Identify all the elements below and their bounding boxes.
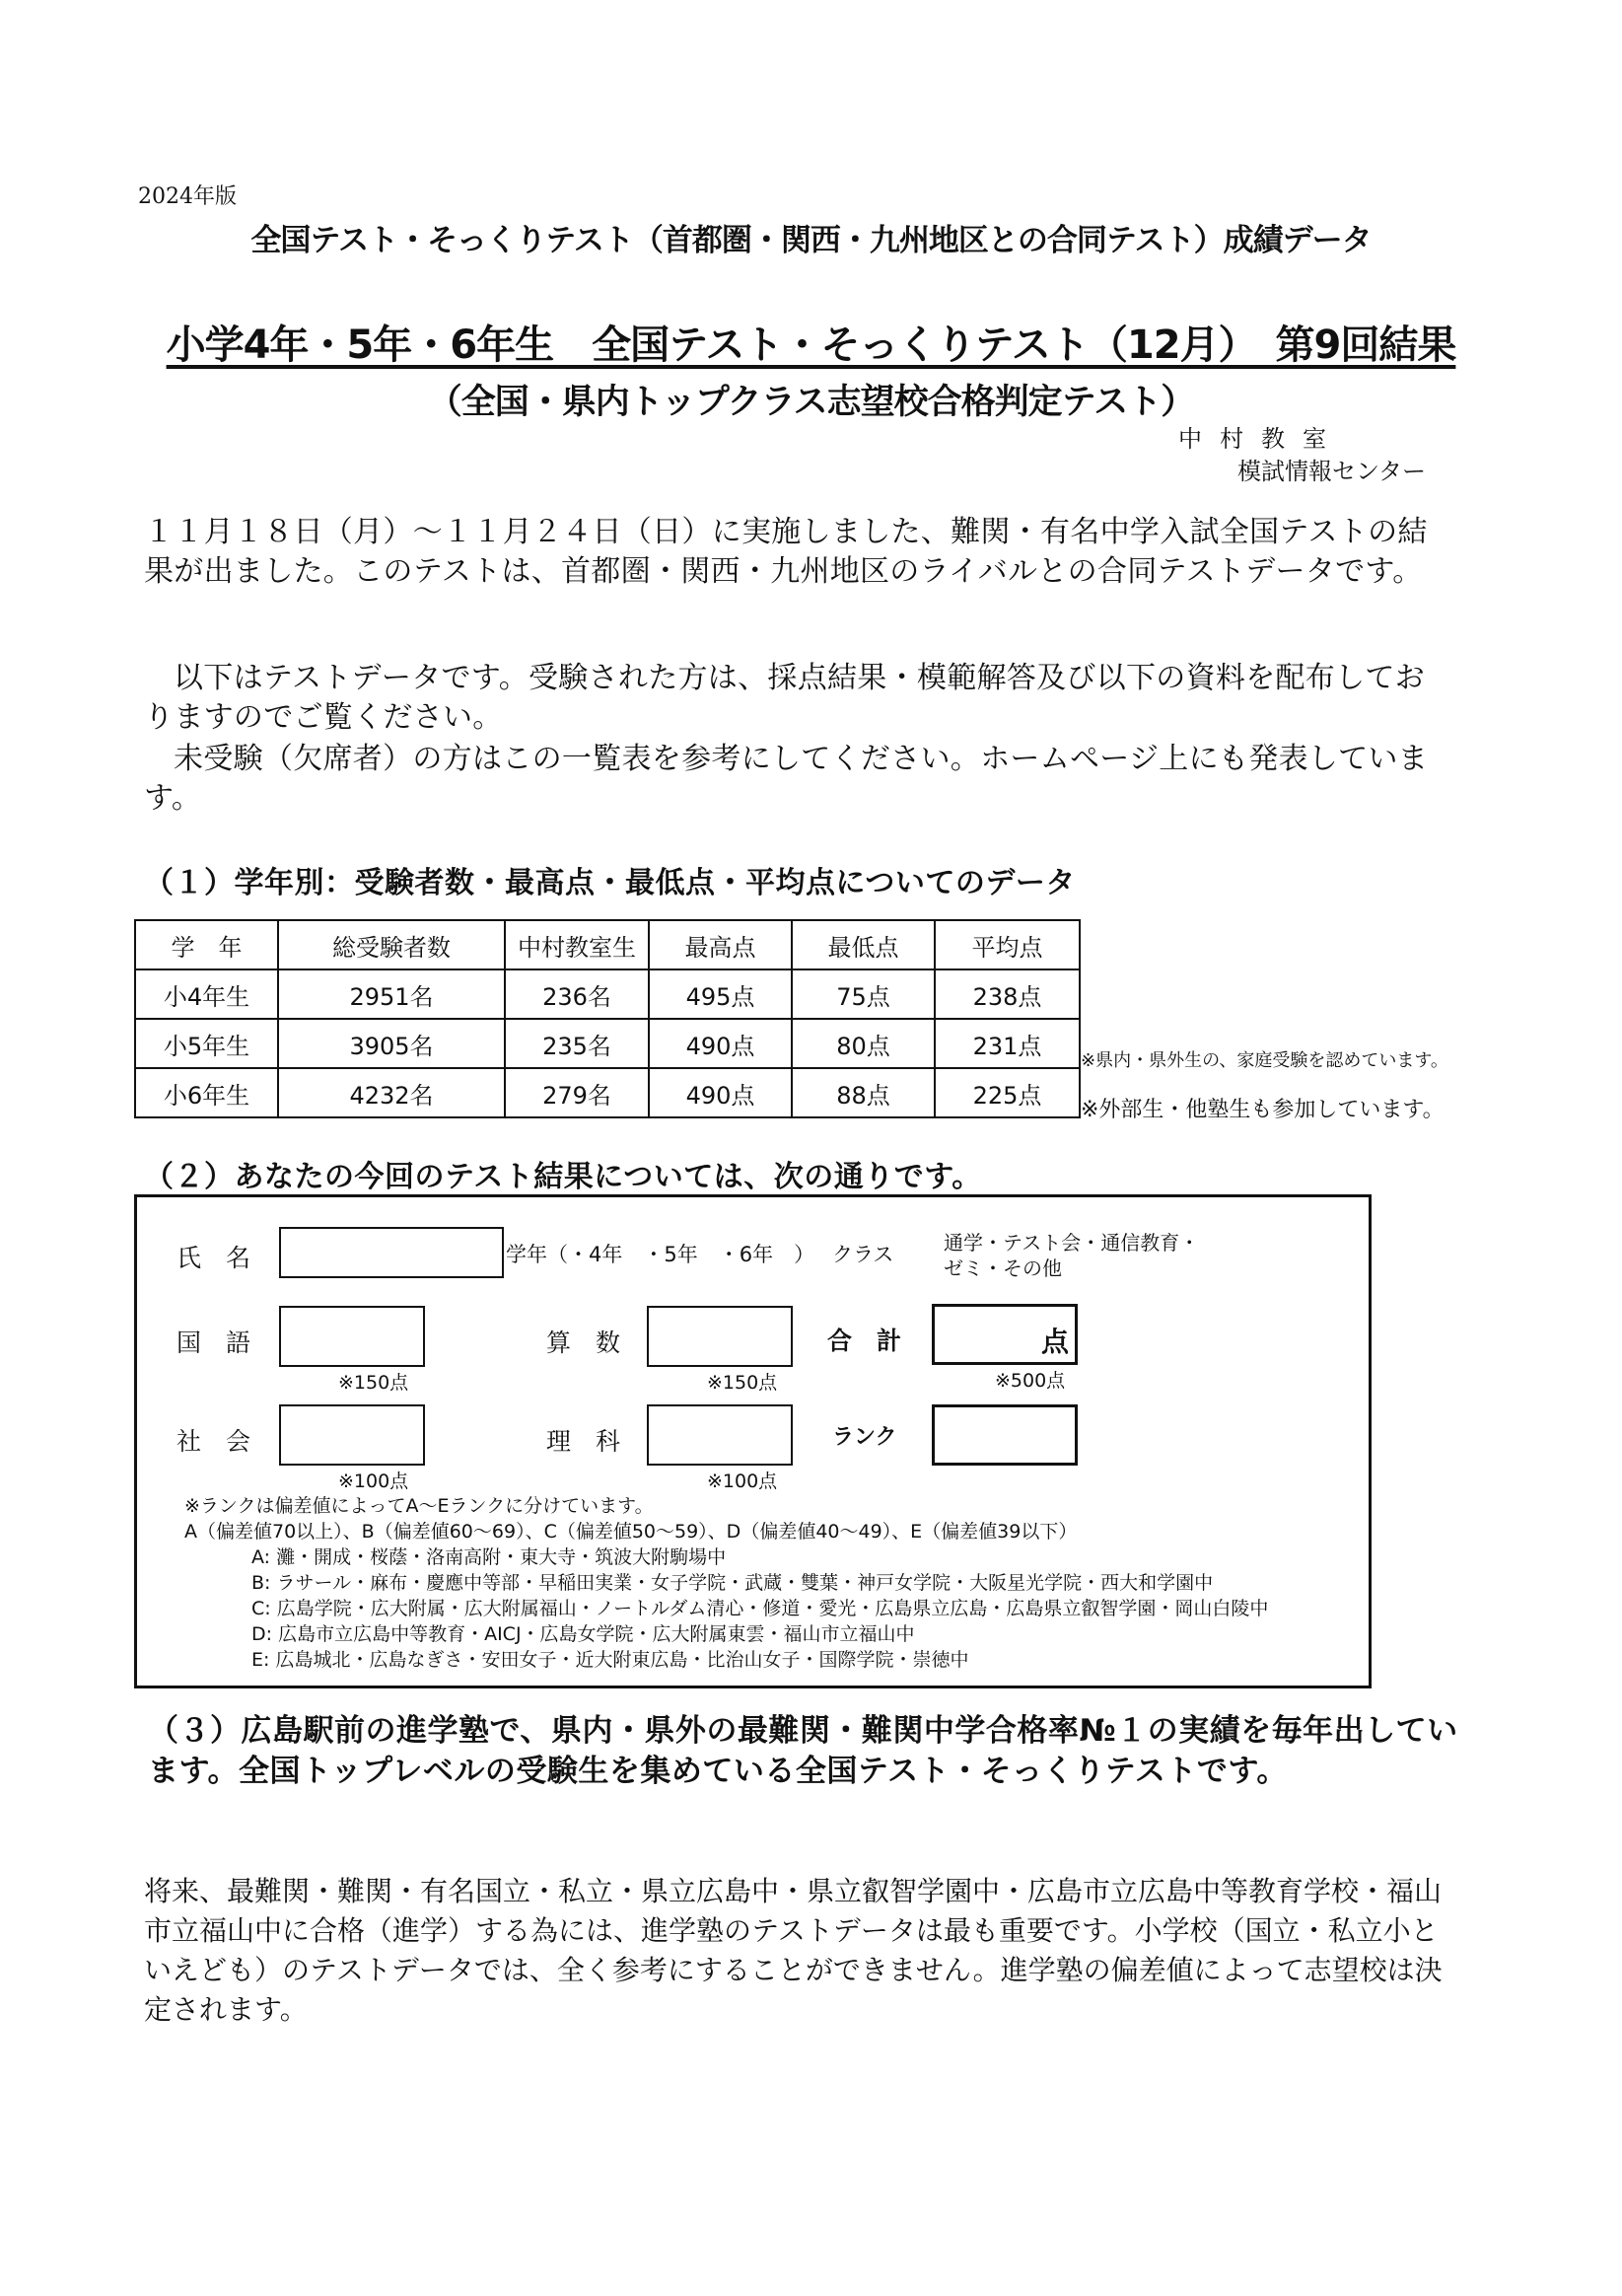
stats-table <box>134 919 1081 1118</box>
table-header: 平均点 <box>935 920 1080 969</box>
page-subtitle: （全国・県内トップクラス志望校合格判定テスト） <box>427 383 1195 422</box>
page-title: 小学4年・5年・6年生 全国テスト・そっくりテスト（12月） 第9回結果 <box>166 323 1456 368</box>
table-cell: 80点 <box>792 1019 935 1068</box>
section-1-title: （１）学年別：受験者数・最高点・最低点・平均点についてのデータ <box>144 866 1076 900</box>
table-cell: 238点 <box>935 969 1080 1019</box>
total-max-note: ※500点 <box>995 1370 1066 1392</box>
section-3-text: （３）広島駅前の進学塾で、県内・県外の最難関・難関中学合格率№１の実績を毎年出しています。全国トップレベルの受験生を集めている全国テスト・そっくりテストです。 <box>148 1713 1458 1789</box>
rank-d-schools: D: 広島市立広島中等教育・AICJ・広島女学院・広大附属東雲・福山市立福山中 <box>251 1623 915 1645</box>
table-cell: 小6年生 <box>135 1068 278 1117</box>
table-cell: 235名 <box>505 1019 649 1068</box>
rank-field[interactable] <box>932 1404 1078 1466</box>
rank-label: ランク <box>832 1425 897 1450</box>
closing-paragraph: 将来、最難関・難関・有名国立・私立・県立広島中・県立叡智学園中・広島市立広島中等教育学校・福山市立福山中に合格（進学）する為には、進学塾のテストデータは最も重要です。小学校（国立・私立小といえども）のテストデータでは、全く参考にすることができません。進学塾の偏差値によって志望校は決定されます。 <box>144 1875 1443 2026</box>
kokugo-max-note: ※150点 <box>338 1372 409 1394</box>
grade-selector-text: 学年（・4年 ・5年 ・6年 ） <box>506 1243 815 1266</box>
table-cell: 495点 <box>649 969 792 1019</box>
table-note-outside-students: ※外部生・他塾生も参加しています。 <box>1081 1098 1445 1122</box>
class-label: クラス <box>832 1243 894 1266</box>
shakai-label: 社 会 <box>176 1427 251 1456</box>
table-row <box>135 1019 1080 1068</box>
class-options-line-2: ゼミ・その他 <box>944 1256 1062 1280</box>
table-cell: 2951名 <box>278 969 505 1019</box>
total-score-field[interactable] <box>932 1304 1078 1365</box>
table-header-row <box>135 920 1080 969</box>
kokugo-score-field[interactable] <box>279 1306 425 1367</box>
rank-e-schools: E: 広島城北・広島なぎさ・安田女子・近大附東広島・比治山女子・国際学院・崇徳中 <box>251 1649 969 1671</box>
rika-max-note: ※100点 <box>707 1471 778 1492</box>
table-cell: 279名 <box>505 1068 649 1117</box>
table-cell: 小4年生 <box>135 969 278 1019</box>
table-row <box>135 969 1080 1019</box>
table-header: 学 年 <box>135 920 278 969</box>
table-header: 最高点 <box>649 920 792 969</box>
table-cell: 490点 <box>649 1068 792 1117</box>
rika-label: 理 科 <box>546 1427 621 1456</box>
edition-label: 2024年版 <box>138 184 237 209</box>
table-header: 総受験者数 <box>278 920 505 969</box>
name-field[interactable] <box>279 1227 504 1278</box>
class-options-line-1: 通学・テスト会・通信教育・ <box>944 1231 1200 1255</box>
rank-a-schools: A: 灘・開成・桜蔭・洛南高附・東大寺・筑波大附駒場中 <box>251 1546 727 1568</box>
rank-ranges: A（偏差値70以上）、B（偏差値60～69）、C（偏差値50～59）、D（偏差値40～49）、E（偏差値39以下） <box>184 1521 1078 1543</box>
name-label: 氏 名 <box>176 1244 251 1272</box>
table-row <box>135 1068 1080 1117</box>
intro-paragraph-3: 未受験（欠席者）の方はこの一覧表を参考にしてください。ホームページ上にも発表しています。 <box>144 742 1428 816</box>
table-cell: 236名 <box>505 969 649 1019</box>
table-cell: 231点 <box>935 1019 1080 1068</box>
section-2-title: （２）あなたの今回のテスト結果については、次の通りです。 <box>144 1160 982 1194</box>
rank-note: ※ランクは偏差値によってA～Eランクに分けています。 <box>184 1495 654 1517</box>
intro-paragraph-1: １１月１８日（月）～１１月２４日（日）に実施しました、難関・有名中学入試全国テストの結果が出ました。このテストは、首都圏・関西・九州地区のライバルとの合同テストデータです。 <box>144 515 1428 589</box>
document-title: 全国テスト・そっくりテスト（首都圏・関西・九州地区との合同テスト）成績データ <box>250 223 1372 258</box>
table-cell: 3905名 <box>278 1019 505 1068</box>
sansu-max-note: ※150点 <box>707 1372 778 1394</box>
table-cell: 88点 <box>792 1068 935 1117</box>
rika-score-field[interactable] <box>647 1404 793 1466</box>
table-note-home-exam: ※県内・県外生の、家庭受験を認めています。 <box>1081 1050 1448 1071</box>
table-cell: 225点 <box>935 1068 1080 1117</box>
sansu-score-field[interactable] <box>647 1306 793 1367</box>
table-cell: 75点 <box>792 969 935 1019</box>
table-cell: 小5年生 <box>135 1019 278 1068</box>
organization-name: 中村教室 <box>1178 425 1344 453</box>
table-cell: 4232名 <box>278 1068 505 1117</box>
result-form-box <box>134 1194 1372 1688</box>
total-unit: 点 <box>1040 1326 1069 1358</box>
kokugo-label: 国 語 <box>176 1328 251 1357</box>
organization-department: 模試情報センター <box>1237 458 1427 485</box>
rank-c-schools: C: 広島学院・広大附属・広大附属福山・ノートルダム清心・修道・愛光・広島県立広島・広島県立叡智学園・岡山白陵中 <box>251 1598 1269 1619</box>
sansu-label: 算 数 <box>546 1328 621 1357</box>
intro-paragraph-2: 以下はテストデータです。受験された方は、採点結果・模範解答及び以下の資料を配布しておりますのでご覧ください。 <box>144 661 1425 735</box>
total-label: 合 計 <box>827 1327 902 1355</box>
table-cell: 490点 <box>649 1019 792 1068</box>
shakai-score-field[interactable] <box>279 1404 425 1466</box>
table-header: 中村教室生 <box>505 920 649 969</box>
shakai-max-note: ※100点 <box>338 1471 409 1492</box>
rank-b-schools: B: ラサール・麻布・慶應中等部・早稲田実業・女子学院・武蔵・雙葉・神戸女学院・大阪星光学院・西大和学園中 <box>251 1572 1214 1594</box>
table-header: 最低点 <box>792 920 935 969</box>
